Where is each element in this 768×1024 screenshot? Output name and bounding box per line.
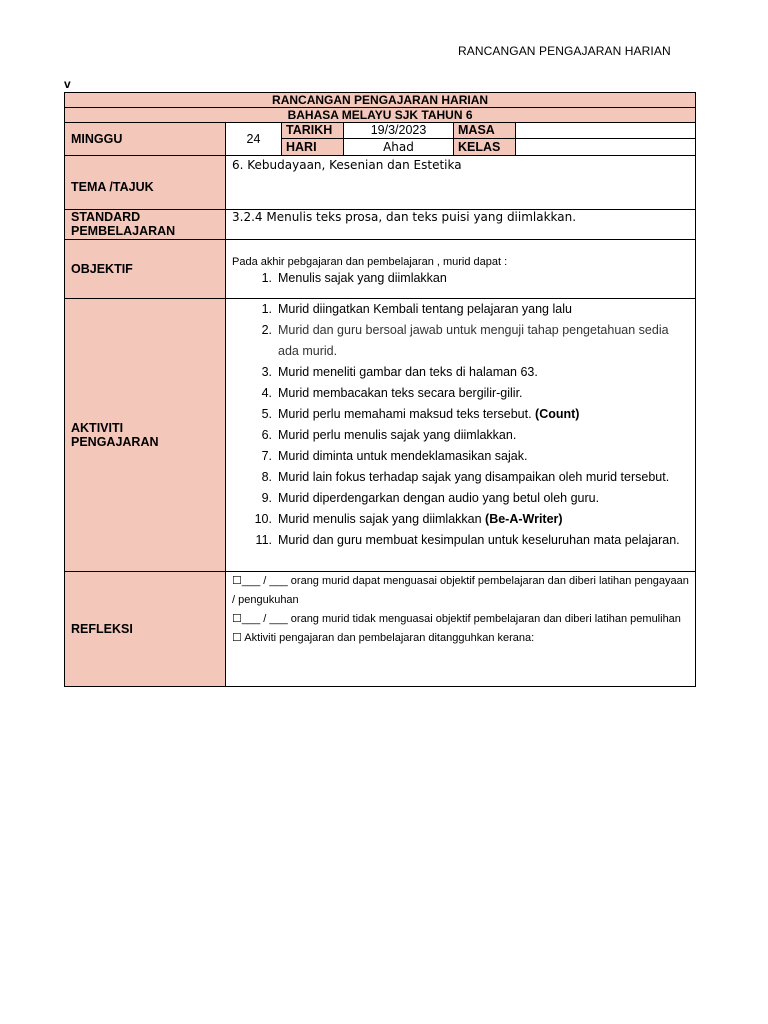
list-item	[232, 467, 687, 488]
list-item-number: 2.	[261, 323, 272, 337]
masa-value	[516, 123, 696, 139]
list-item-bold-tag: (Be-A-Writer)	[485, 512, 563, 526]
refleksi-content	[226, 572, 696, 687]
minggu-row-1	[65, 123, 696, 139]
objektif-intro: Pada akhir pebgajaran dan pembelajaran , murid dapat :	[232, 256, 508, 268]
list-item	[232, 362, 687, 383]
aktiviti-content	[226, 299, 696, 572]
refleksi-line: ☐___ / ___ orang murid tidak menguasai objektif pembelajaran dan diberi latihan pemulihan	[232, 613, 681, 625]
list-item-text	[278, 446, 687, 467]
standard-label-line-2: PEMBELAJARAN	[71, 224, 176, 238]
stray-mark: v	[64, 77, 71, 91]
refleksi-line: ☐___ / ___ orang murid dapat menguasai objektif pembelajaran dan diberi latihan pengayaan / pengukuhan	[232, 575, 689, 606]
list-item-number: 5.	[261, 407, 272, 421]
standard-value: 3.2.4 Menulis teks prosa, dan teks puisi yang diimlakkan.	[226, 210, 696, 240]
list-item-number: 1.	[261, 302, 272, 316]
subtitle-row	[65, 108, 696, 123]
list-item-text	[278, 530, 687, 551]
list-item-plain-text: Murid diminta untuk mendeklamasikan sajak.	[278, 449, 528, 463]
list-item-number: 11.	[255, 533, 272, 547]
lesson-plan-table	[64, 92, 696, 687]
list-item-plain-text: Murid perlu menulis sajak yang diimlakkan.	[278, 428, 517, 442]
list-item-plain-text: Murid diperdengarkan dengan audio yang betul oleh guru.	[278, 491, 600, 505]
aktiviti-row	[65, 299, 696, 572]
hari-value: Ahad	[344, 139, 454, 156]
list-item-plain-text: Murid lain fokus terhadap sajak yang disampaikan oleh murid tersebut.	[278, 470, 670, 484]
list-item-number: 1.	[261, 271, 272, 285]
list-item-number: 7.	[261, 449, 272, 463]
list-item-text	[278, 362, 687, 383]
list-item	[232, 509, 687, 530]
list-item	[232, 530, 687, 551]
aktiviti-label-line-1: AKTIVITI	[71, 421, 124, 435]
objektif-list	[232, 268, 689, 289]
refleksi-label: REFLEKSI	[65, 572, 226, 687]
tema-row	[65, 156, 696, 210]
objektif-content	[226, 240, 696, 299]
refleksi-row	[65, 572, 696, 687]
list-item-number: 10.	[254, 512, 272, 526]
list-item-text	[278, 467, 687, 488]
tema-value: 6. Kebudayaan, Kesenian dan Estetika	[226, 156, 696, 210]
objektif-row	[65, 240, 696, 299]
aktiviti-list	[232, 299, 687, 551]
list-item-plain-text: Murid perlu memahami maksud teks tersebut.	[278, 407, 536, 421]
list-item-plain-text: Menulis sajak yang diimlakkan	[278, 271, 447, 285]
list-item-plain-text: Murid membacakan teks secara bergilir-gilir.	[278, 386, 523, 400]
refleksi-line: ☐ Aktiviti pengajaran dan pembelajaran ditangguhkan kerana:	[232, 632, 535, 644]
table-subtitle: BAHASA MELAYU SJK TAHUN 6	[65, 108, 696, 123]
list-item-text	[278, 299, 687, 320]
tarikh-label: TARIKH	[282, 123, 344, 139]
list-item	[232, 383, 687, 404]
title-row	[65, 93, 696, 108]
list-item	[232, 425, 687, 446]
list-item-text	[278, 404, 687, 425]
list-item	[232, 446, 687, 467]
list-item-text	[278, 488, 687, 509]
list-item-plain-text: Murid dan guru bersoal jawab untuk menguji tahap pengetahuan sedia ada murid.	[278, 323, 669, 358]
list-item-text	[278, 425, 687, 446]
page-header: RANCANGAN PENGAJARAN HARIAN	[458, 44, 671, 58]
list-item-number: 9.	[261, 491, 272, 505]
list-item	[232, 404, 687, 425]
tarikh-value: 19/3/2023	[344, 123, 454, 139]
hari-label: HARI	[282, 139, 344, 156]
standard-row	[65, 210, 696, 240]
list-item-text	[278, 509, 687, 530]
kelas-value	[516, 139, 696, 156]
minggu-value: 24	[226, 123, 282, 156]
objektif-label: OBJEKTIF	[65, 240, 226, 299]
table-title: RANCANGAN PENGAJARAN HARIAN	[65, 93, 696, 108]
tema-label: TEMA /TAJUK	[65, 156, 226, 210]
list-item	[232, 268, 689, 289]
aktiviti-label	[65, 299, 226, 572]
minggu-label: MINGGU	[65, 123, 226, 156]
list-item-plain-text: Murid dan guru membuat kesimpulan untuk keseluruhan mata pelajaran.	[278, 533, 680, 547]
list-item	[232, 488, 687, 509]
list-item-text	[278, 383, 687, 404]
standard-label-line-1: STANDARD	[71, 210, 141, 224]
list-item-plain-text: Murid meneliti gambar dan teks di halaman 63.	[278, 365, 538, 379]
aktiviti-label-line-2: PENGAJARAN	[71, 435, 159, 449]
list-item-bold-tag: (Count)	[535, 407, 580, 421]
masa-label: MASA	[454, 123, 516, 139]
list-item-plain-text: Murid diingatkan Kembali tentang pelajaran yang lalu	[278, 302, 572, 316]
list-item	[232, 299, 687, 320]
kelas-label: KELAS	[454, 139, 516, 156]
list-item	[232, 320, 687, 362]
standard-label	[65, 210, 226, 240]
list-item-plain-text: Murid menulis sajak yang diimlakkan	[278, 512, 486, 526]
list-item-number: 3.	[261, 365, 272, 379]
list-item-number: 6.	[261, 428, 272, 442]
list-item-number: 4.	[261, 386, 272, 400]
list-item-number: 8.	[261, 470, 272, 484]
list-item-text	[278, 320, 687, 362]
list-item-text	[278, 268, 689, 289]
